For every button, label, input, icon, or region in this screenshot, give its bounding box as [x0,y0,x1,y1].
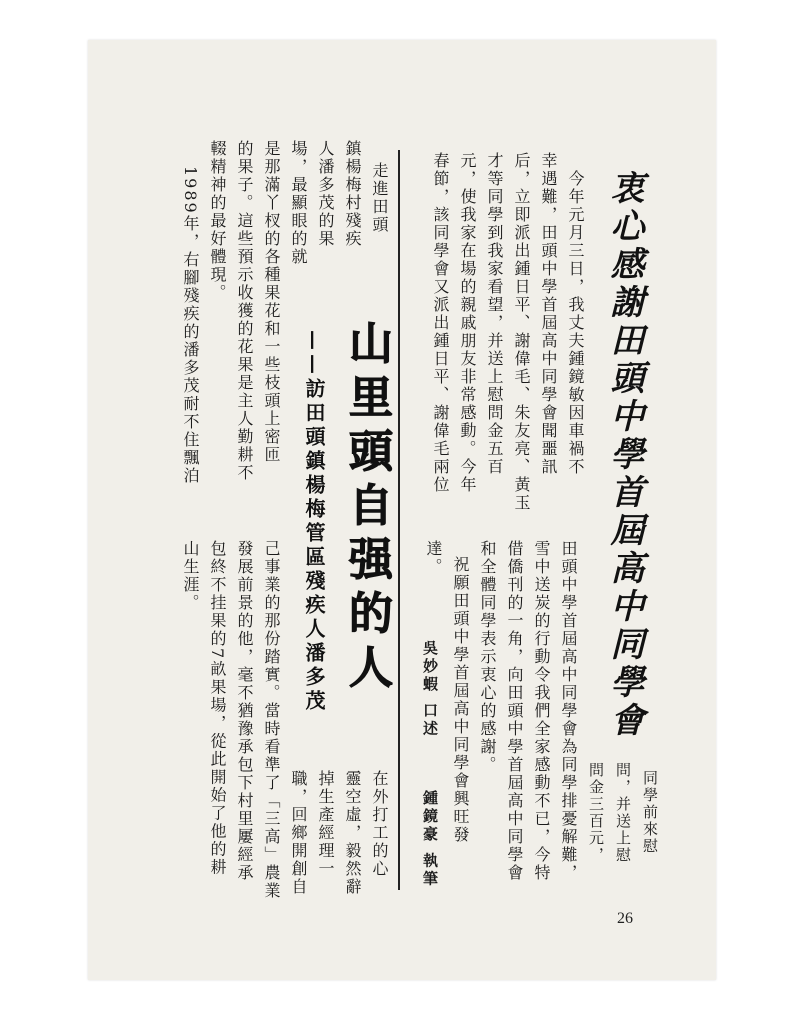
article1-signature-writer: 鍾鏡豪 執筆 [421,790,439,889]
article1-col-3: 后，立即派出鍾日平、謝偉毛、朱友亮、黃玉 [512,152,531,512]
article1-col-8: 問，并送上慰 [614,762,632,864]
article1-col-14: 祝願田頭中學首屆高中同學會興旺發 [451,556,470,844]
article1-signature-narrator: 吳妙蝦 口述 [421,640,439,739]
article2-col-9: 山生涯。 [181,540,200,612]
article1-col-11: 雪中送炭的行動令我們全家感動不已，今特 [532,540,551,882]
article2-title: 山里頭自强的人 [341,320,392,698]
article2-col-13: 職，回鄉開創自 [289,770,308,896]
article2-col-11: 靈空虛，毅然辭 [343,770,362,896]
article1-col-2: 幸遇難，田頭中學首屆高中同學會聞噩訊 [539,152,558,476]
page-number: 26 [617,910,633,927]
article1-col-5: 元，使我家在場的親戚朋友非常感動。今年 [458,152,477,494]
article2-col-4: 場，最顯眼的就 [289,140,308,266]
article2-col-16: 包終不挂果的7畝果場，從此開始了他的耕 [208,540,227,877]
article2-subtitle: ——訪田頭鎮楊梅管區殘疾人潘多茂 [302,330,326,714]
article1-col-13: 和全體同學表示衷心的感謝。 [478,540,497,774]
article1-col-9: 問金三百元， [587,762,605,864]
article2-col-6: 的果子。這些預示收獲的花果是主人勤耕不 [235,140,254,482]
article2-col-1: 走進田頭 [370,162,389,234]
article2-col-8: 1989年，右腳殘疾的潘多茂耐不住飄泊 [181,166,200,485]
article1-col-1: 今年元月三日，我丈夫鍾鏡敏因車禍不 [566,170,585,476]
article1-col-10: 田頭中學首屆高中同學會為同學排憂解難， [559,540,578,882]
article2-col-12: 掉生產經理一 [316,770,335,878]
article2-col-14: 己事業的那份踏實。當時看準了「三高」農業 [262,540,281,900]
article1-col-15: 達。 [424,540,443,576]
article2-col-15: 發展前景的他，毫不猶豫承包下村里屢經承 [235,540,254,882]
article1-title: 衷心感謝田頭中學首屆高中同學會 [604,170,644,740]
article1-col-6: 春節，該同學會又派出鍾日平、謝偉毛兩位 [431,152,450,494]
article2-col-7: 輟精神的最好體現。 [208,140,227,302]
article2-col-2: 鎮楊梅村殘疾 [343,140,362,248]
article2-col-10: 在外打工的心 [370,770,389,878]
article1-col-7: 同學前來慰 [641,770,659,855]
column-divider [398,150,400,890]
article1-col-12: 借僑刊的一角，向田頭中學首屆高中同學會 [505,540,524,882]
article2-col-3: 人潘多茂的果 [316,140,335,248]
article1-col-4: 才等同學到我家看望，并送上慰問金五百 [485,152,504,476]
article2-col-5: 是那滿丫杈的各種果花和一些枝頭上密匝 [262,140,281,464]
